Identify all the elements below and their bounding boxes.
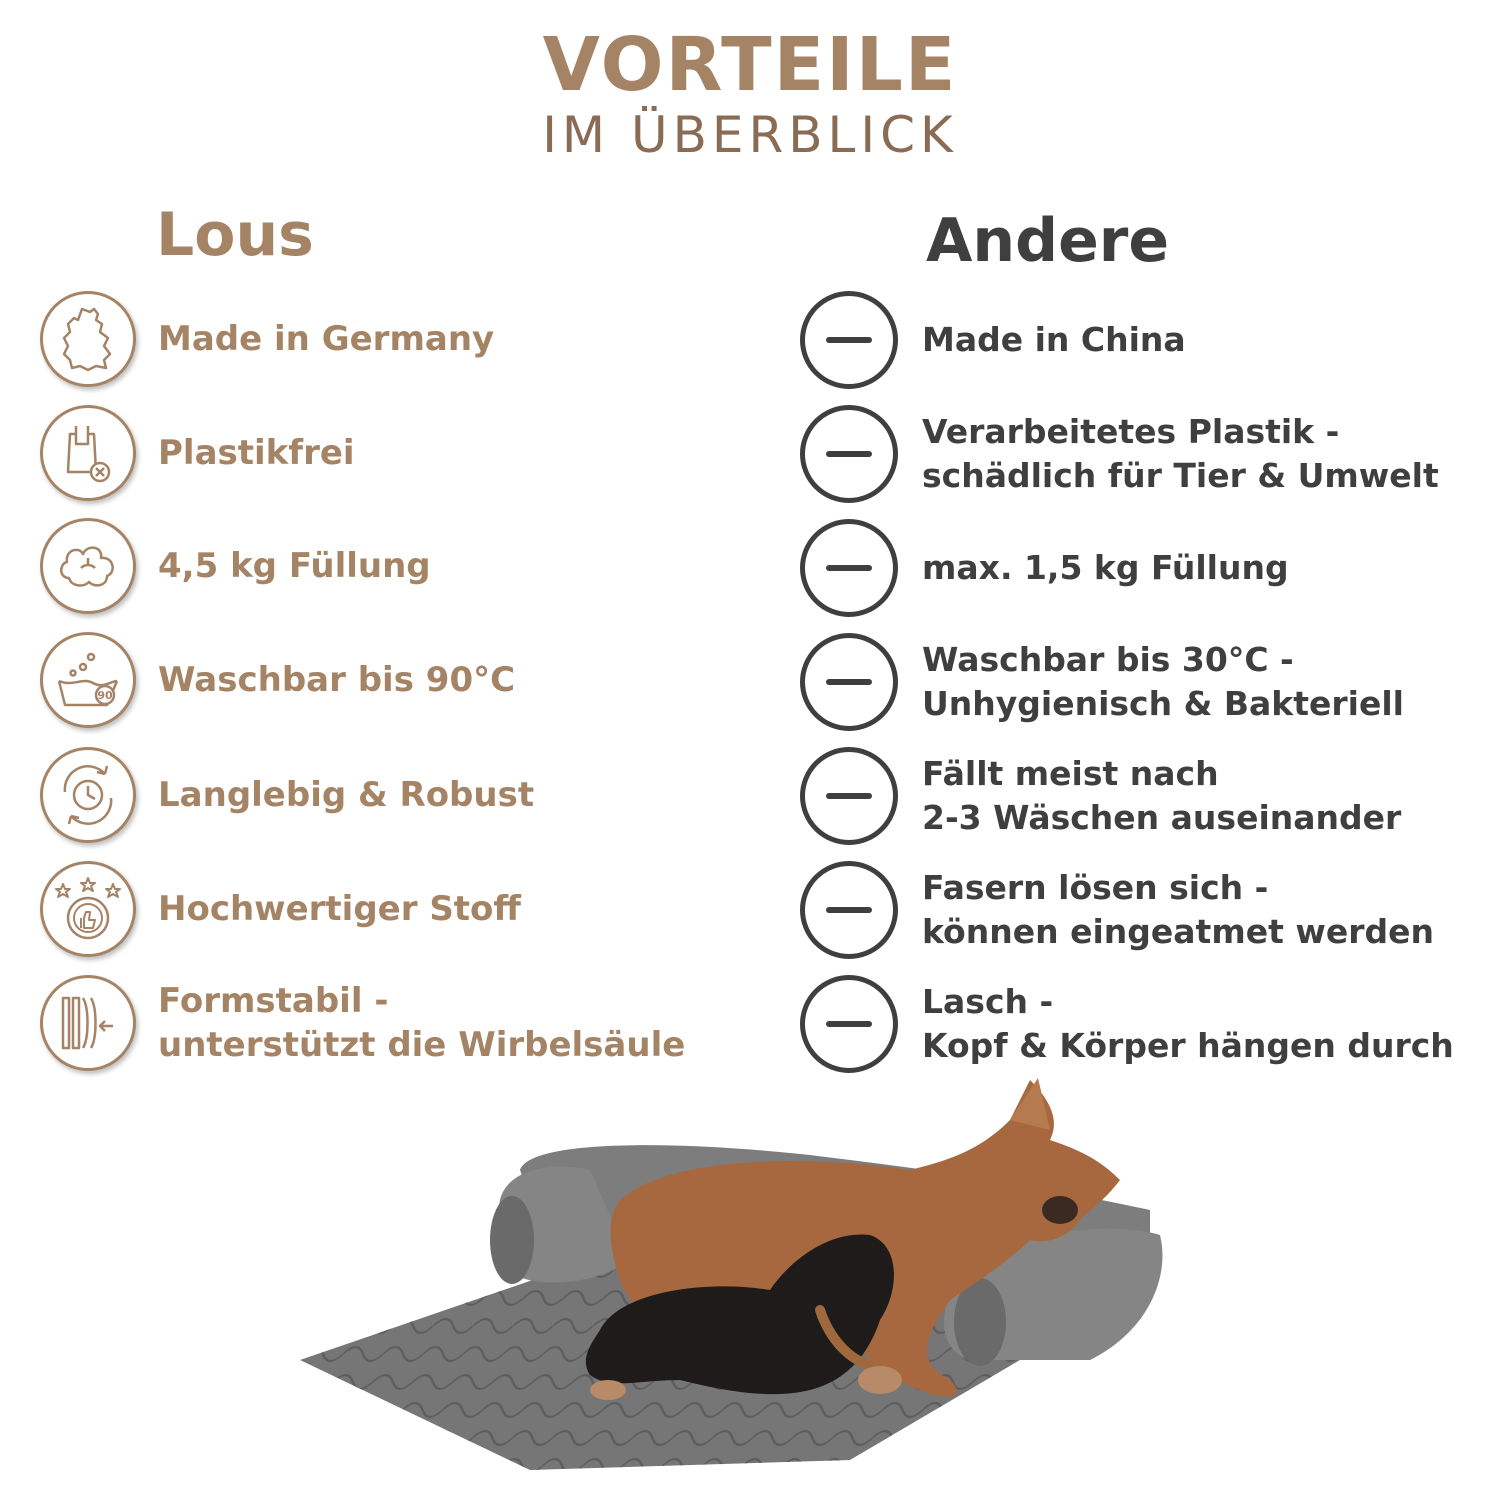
lous-item-fuellung (40, 518, 431, 614)
other-item-line2: Unhygienisch & Bakteriell (922, 684, 1404, 723)
other-item-line1: Fasern lösen sich - (922, 868, 1269, 907)
other-item-line1: Verarbeitetes Plastik - (922, 412, 1340, 451)
lous-item-line1: Plastikfrei (158, 433, 355, 473)
lous-item-waschbar (40, 632, 515, 728)
lous-item-line1: Formstabil - (158, 981, 389, 1021)
wash-tub-90-icon (40, 632, 136, 728)
other-item-waeschen (800, 747, 1401, 845)
other-item-line1: Waschbar bis 30°C - (922, 640, 1294, 679)
clock-cycle-icon (40, 747, 136, 843)
plastic-bag-crossed-icon (40, 405, 136, 501)
other-item-line1: Fällt meist nach (922, 754, 1219, 793)
lous-item-formstabil (40, 975, 685, 1071)
minus-circle-icon (800, 633, 898, 731)
lous-item-line1: 4,5 kg Füllung (158, 546, 431, 586)
minus-circle-icon (800, 405, 898, 503)
lous-item-line1: Hochwertiger Stoff (158, 889, 521, 929)
wash-temperature-label: 90 (97, 689, 113, 702)
minus-circle-icon (800, 861, 898, 959)
other-item-line2: 2-3 Wäschen auseinander (922, 798, 1402, 837)
other-item-line2: Kopf & Körper hängen durch (922, 1026, 1454, 1065)
other-item-line1: Made in China (922, 320, 1186, 359)
other-item-fasern (800, 861, 1434, 959)
germany-map-icon (40, 291, 136, 387)
other-item-waschbar (800, 633, 1404, 731)
other-item-line2: schädlich für Tier & Umwelt (922, 456, 1439, 495)
other-item-fuellung (800, 519, 1289, 617)
lous-item-langlebig (40, 747, 534, 843)
lous-item-line1: Made in Germany (158, 319, 495, 359)
cotton-icon (40, 518, 136, 614)
lous-item-made-in-germany (40, 291, 494, 387)
page-title: VORTEILE (542, 22, 958, 108)
other-item-made-in-china (800, 291, 1186, 389)
minus-circle-icon (800, 747, 898, 845)
minus-circle-icon (800, 519, 898, 617)
lous-item-line1: Langlebig & Robust (158, 775, 535, 815)
minus-circle-icon (800, 291, 898, 389)
page-subtitle: IM ÜBERBLICK (542, 106, 958, 164)
other-item-line1: max. 1,5 kg Füllung (922, 548, 1289, 587)
other-item-line1: Lasch - (922, 982, 1054, 1021)
stars-thumbs-up-icon (40, 861, 136, 957)
foam-layers-icon (40, 975, 136, 1071)
column-heading-lous: Lous (156, 200, 314, 270)
lous-item-line2: unterstützt die Wirbelsäule (158, 1025, 686, 1065)
product-photo-dog-bed (290, 1060, 1190, 1480)
other-item-line2: können eingeatmet werden (922, 912, 1434, 951)
lous-item-stoff (40, 861, 521, 957)
other-item-plastik (800, 405, 1439, 503)
lous-item-plastikfrei (40, 405, 355, 501)
column-heading-other: Andere (926, 206, 1170, 276)
other-item-lasch (800, 975, 1454, 1073)
lous-item-line1: Waschbar bis 90°C (158, 660, 516, 700)
minus-circle-icon (800, 975, 898, 1073)
